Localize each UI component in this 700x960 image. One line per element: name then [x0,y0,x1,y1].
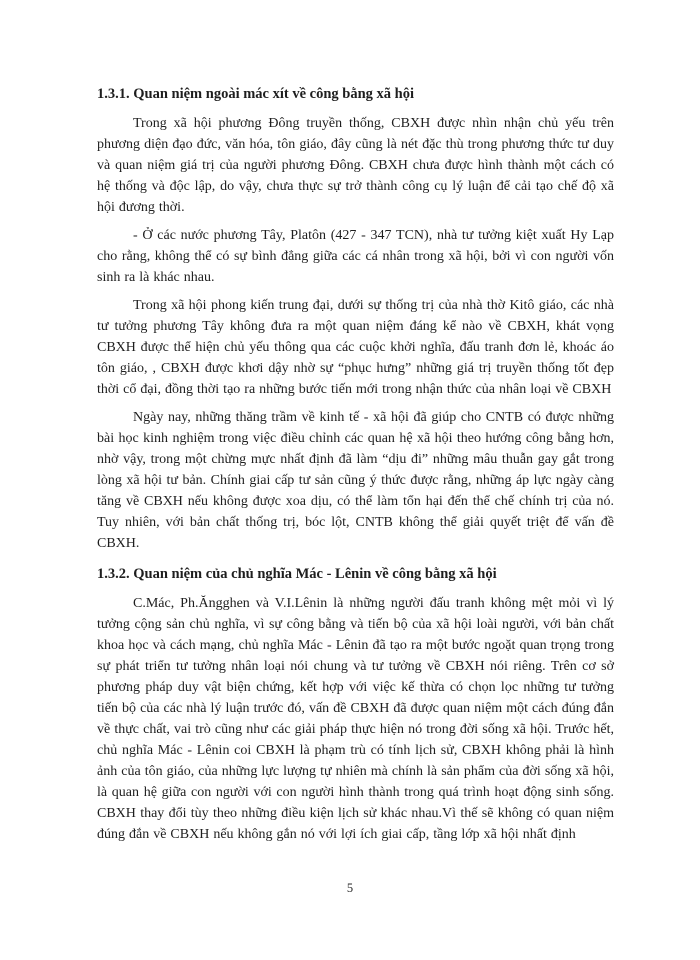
body-paragraph: C.Mác, Ph.Ăngghen và V.I.Lênin là những người đấu tranh không mệt mỏi vì lý tưởng cộng sản chủ nghĩa, vì sự công bằng và tiến bộ của xã hội loài người, với bản chất khoa học và cách mạng, chủ nghĩa Mác - Lênin đã tạo ra một bước ngoặt quan trọng trong sự phát triển tư tưởng nhân loại nói chung và tư tưởng về CBXH nói riêng. Trên cơ sở phương pháp duy vật biện chứng, kết hợp với việc kế thừa có chọn lọc những tư tưởng tiến bộ của các nhà lý luận trước đó, vấn đề CBXH đã được quan niệm một cách đúng đắn về thực chất, vai trò cũng như các giải pháp thực hiện nó trong đời sống xã hội. Trước hết, chủ nghĩa Mác - Lênin coi CBXH là phạm trù có tính lịch sử, CBXH không phải là hình ảnh của tôn giáo, của những lực lượng tự nhiên mà chính là sản phẩm của đời sống xã hội, là quan hệ giữa con người với con người hình thành trong quá trình hoạt động sinh sống. CBXH thay đổi tùy theo những điều kiện lịch sử khác nhau.Vì thế sẽ không có quan niệm đúng đắn về CBXH nếu không gắn nó với lợi ích giai cấp, tầng lớp xã hội nhất định [97,596,614,842]
section-heading: 1.3.1. Quan niệm ngoài mác xít về công bằng xã hội [97,86,415,102]
body-paragraph: Trong xã hội phương Đông truyền thống, CBXH được nhìn nhận chủ yếu trên phương diện đạo đức, văn hóa, tôn giáo, đây cũng là nét đặc thù trong phương thức tư duy và quan niệm giá trị của người phương Đông. CBXH chưa được hình thành một cách có hệ thống và độc lập, do vậy, chưa thực sự trở thành công cụ lý luận để cải tạo chế độ xã hội đương thời. [97,116,614,215]
body-paragraph: - Ở các nước phương Tây, Platôn (427 - 347 TCN), nhà tư tưởng kiệt xuất Hy Lạp cho rằng, không thể có sự bình đẳng giữa các cá nhân trong xã hội, bởi vì con người vốn sinh ra là khác nhau. [97,228,614,285]
body-paragraph: Trong xã hội phong kiến trung đại, dưới sự thống trị của nhà thờ Kitô giáo, các nhà tư tưởng phương Tây không đưa ra một quan niệm đáng kể nào về CBXH, khát vọng CBXH được thể hiện chủ yếu thông qua các cuộc khởi nghĩa, đấu tranh đơn lẻ, khoác áo tôn giáo, , CBXH được khơi dậy nhờ sự “phục hưng” những giá trị truyền thống tốt đẹp thời cổ đại, đồng thời tạo ra những bước tiến mới trong nhận thức của nhân loại về CBXH [97,298,614,397]
document-body [97,84,614,852]
body-paragraph: Ngày nay, những thăng trầm về kinh tế - xã hội đã giúp cho CNTB có được những bài học kinh nghiệm trong việc điều chỉnh các quan hệ xã hội theo hướng công bằng hơn, nhờ vậy, trong một chừng mực nhất định đã làm “dịu đi” những mâu thuẫn gay gắt trong lòng xã hội tư bản. Chính giai cấp tư sản cũng ý thức được rằng, những áp lực ngày càng tăng về CBXH nếu không được xoa dịu, có thể làm tổn hại đến thể chế chính trị của nó. Tuy nhiên, với bản chất thống trị, bóc lột, CNTB không thể giải quyết triệt để vấn đề CBXH. [97,410,614,551]
page-number: 5 [346,881,354,895]
section-heading: 1.3.2. Quan niệm của chủ nghĩa Mác - Lênin về công bằng xã hội [97,566,497,582]
